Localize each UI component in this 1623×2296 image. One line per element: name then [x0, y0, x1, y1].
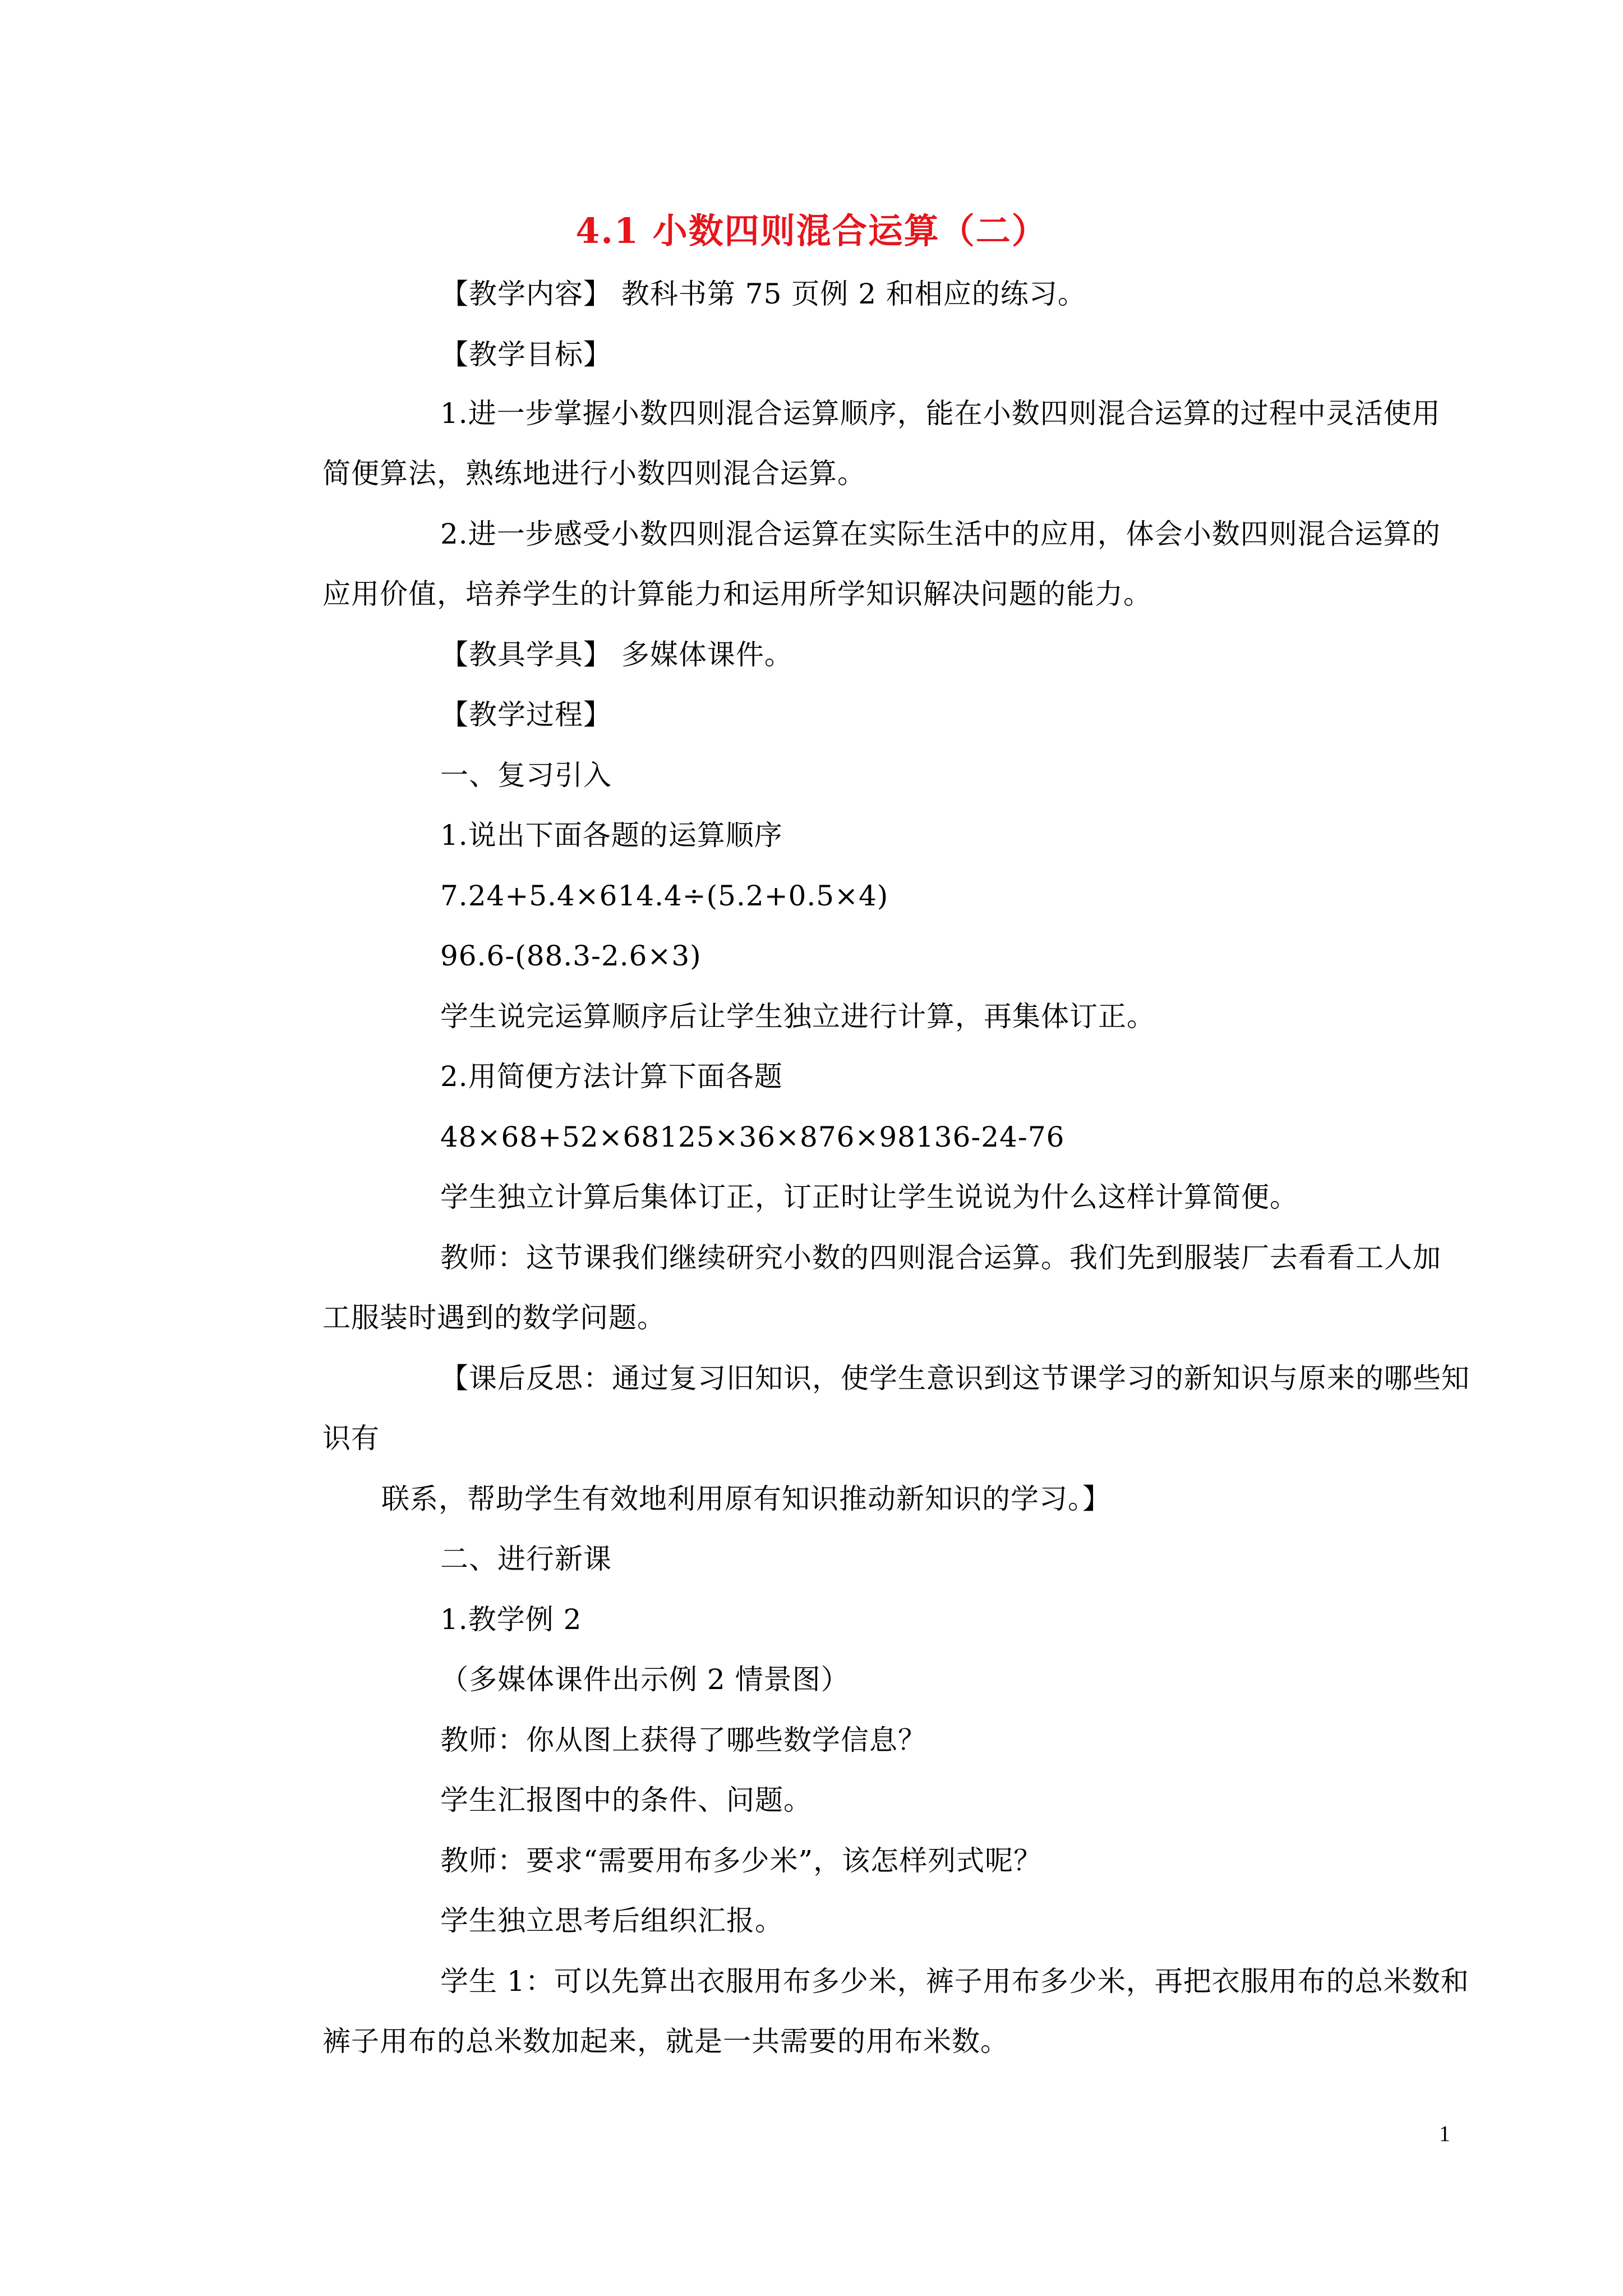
- document-title: 4.1 小数四则混合运算（二）: [575, 210, 1048, 251]
- paragraph-line: 【教具学具】 多媒体课件。: [440, 638, 793, 671]
- paragraph-line: 1.教学例 2: [440, 1603, 582, 1636]
- paragraph-line: 2.进一步感受小数四则混合运算在实际生活中的应用，体会小数四则混合运算的: [440, 518, 1441, 550]
- paragraph-line: 7.24+5.4×614.4÷(5.2+0.5×4): [440, 880, 889, 912]
- paragraph-line: 二、进行新课: [440, 1543, 612, 1575]
- paragraph-line: 48×68+52×68125×36×876×98136-24-76: [440, 1121, 1065, 1153]
- paragraph-line: 【教学内容】 教科书第 75 页例 2 和相应的练习。: [440, 278, 1086, 310]
- paragraph-line: 1.进一步掌握小数四则混合运算顺序，能在小数四则混合运算的过程中灵活使用: [440, 397, 1441, 430]
- paragraph-line: 裤子用布的总米数加起来，就是一共需要的用布米数。: [322, 2025, 1009, 2058]
- paragraph-line: 教师：你从图上获得了哪些数学信息？: [440, 1724, 926, 1756]
- paragraph-line: 【课后反思：通过复习旧知识，使学生意识到这节课学习的新知识与原来的哪些知: [440, 1362, 1470, 1395]
- paragraph-line: 工服装时遇到的数学问题。: [322, 1301, 666, 1334]
- paragraph-line: 一、复习引入: [440, 759, 612, 792]
- paragraph-line: 联系，帮助学生有效地利用原有知识推动新知识的学习。】: [381, 1483, 1111, 1515]
- paragraph-line: 学生独立思考后组织汇报。: [440, 1904, 783, 1937]
- paragraph-line: 学生说完运算顺序后让学生独立进行计算，再集体订正。: [440, 1000, 1155, 1033]
- paragraph-line: 1.说出下面各题的运算顺序: [440, 819, 783, 852]
- paragraph-line: 96.6-(88.3-2.6×3): [440, 940, 702, 972]
- paragraph-line: 教师：这节课我们继续研究小数的四则混合运算。我们先到服装厂去看看工人加: [440, 1241, 1441, 1274]
- paragraph-line: （多媒体课件出示例 2 情景图）: [440, 1663, 850, 1696]
- paragraph-line: 学生独立计算后集体订正，订正时让学生说说为什么这样计算简便。: [440, 1181, 1298, 1213]
- paragraph-line: 学生汇报图中的条件、问题。: [440, 1784, 812, 1816]
- paragraph-line: 应用价值，培养学生的计算能力和运用所学知识解决问题的能力。: [322, 578, 1152, 610]
- paragraph-line: 简便算法，熟练地进行小数四则混合运算。: [322, 457, 866, 490]
- paragraph-line: 【教学目标】: [440, 338, 612, 371]
- paragraph-line: 学生 1：可以先算出衣服用布多少米，裤子用布多少米，再把衣服用布的总米数和: [440, 1965, 1469, 1998]
- paragraph-line: 【教学过程】: [440, 698, 612, 731]
- page-number: 1: [1439, 2121, 1450, 2146]
- paragraph-line: 2.用简便方法计算下面各题: [440, 1060, 783, 1093]
- paragraph-line: 教师：要求“需要用布多少米”，该怎样列式呢？: [440, 1844, 1043, 1877]
- paragraph-line: 识有: [322, 1422, 380, 1455]
